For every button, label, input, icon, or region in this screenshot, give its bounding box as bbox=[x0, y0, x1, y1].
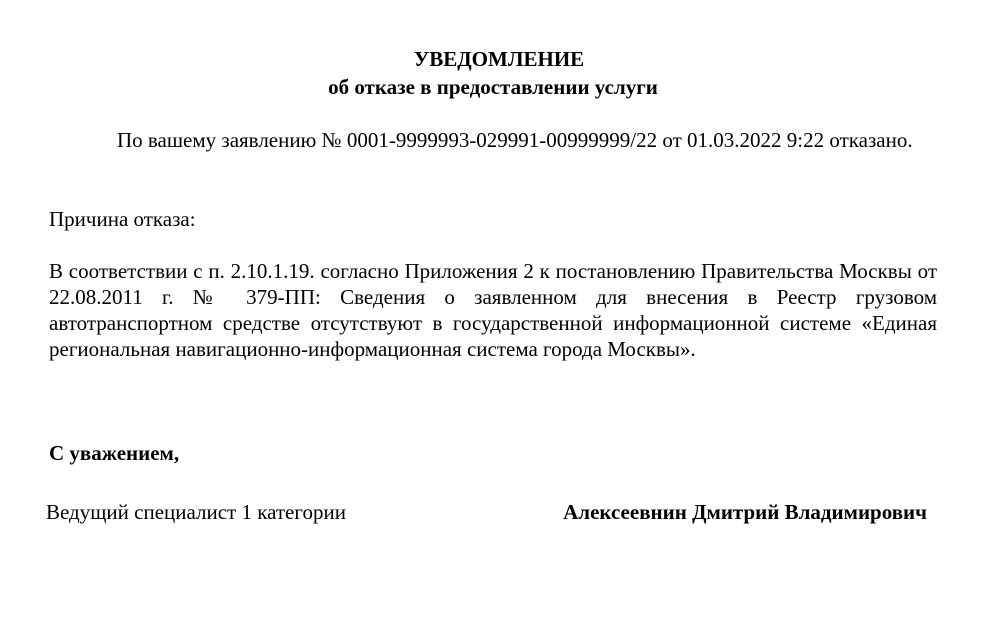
document-title: УВЕДОМЛЕНИЕ bbox=[413, 47, 585, 71]
document-subtitle: об отказе в предоставлении услуги bbox=[328, 75, 658, 99]
closing-regards: С уважением, bbox=[49, 441, 180, 465]
application-refusal-statement: По вашему заявлению № 0001-9999993-029991-00999999/22 от 01.03.2022 9:22 отказано. bbox=[117, 128, 913, 152]
signer-name: Алексеевнин Дмитрий Владимирович bbox=[563, 500, 927, 524]
refusal-reason-text: В соответствии с п. 2.10.1.19. согласно Приложения 2 к постановлению Правительства Москвы от 22.08.2011 г. № 379-ПП: Сведения о заявленном для внесения в Реестр грузовом автотранспортном средстве отсутствуют в государственной информационной системе «Единая региональная навигационно-информационная система города Москвы». bbox=[49, 259, 937, 361]
signer-position: Ведущий специалист 1 категории bbox=[46, 500, 346, 524]
refusal-reason-label: Причина отказа: bbox=[49, 207, 196, 231]
